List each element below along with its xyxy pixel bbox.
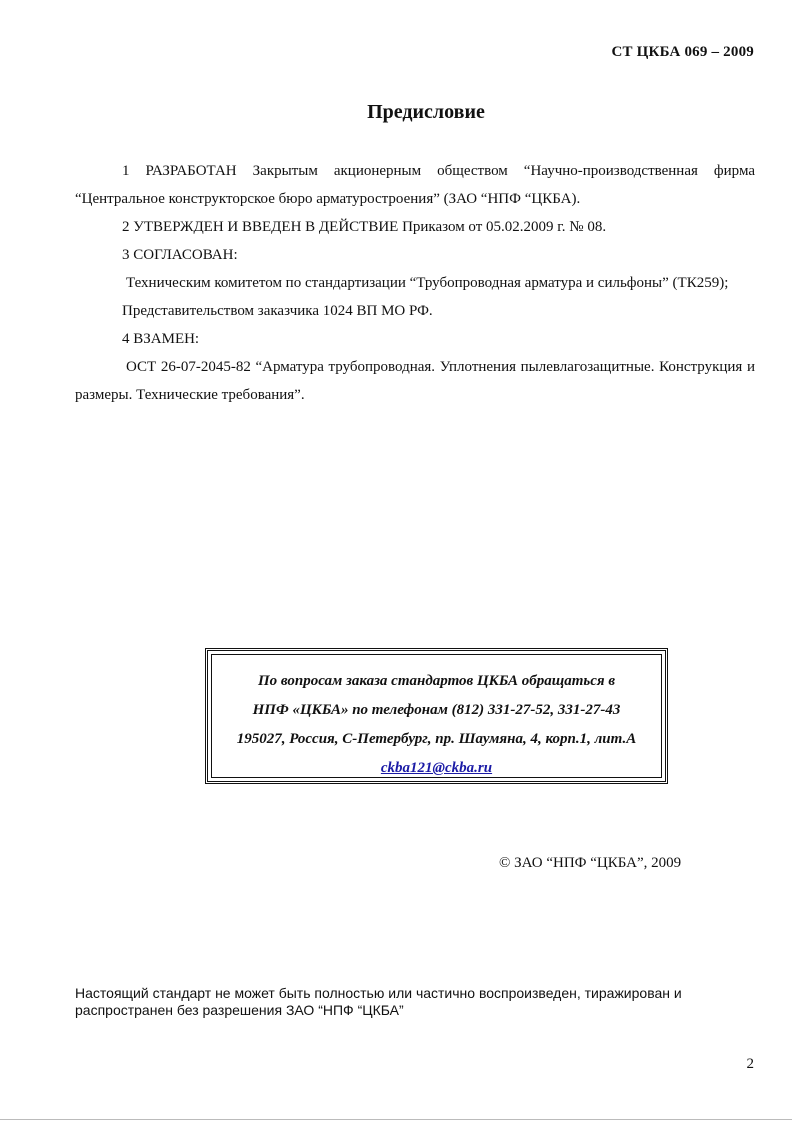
agreed-committee-paragraph: Техническим комитетом по стандартизации “Трубопроводная арматура и сильфоны” (ТК259); xyxy=(126,275,729,291)
agreed-heading: 3 СОГЛАСОВАН: xyxy=(122,247,238,263)
replaces-paragraph: ОСТ 26-07-2045-82 “Арматура трубопроводная. Уплотнения пылевлагозащитные. Конструкция и размеры. Технические требования”. xyxy=(75,359,755,403)
document-code: СТ ЦКБА 069 – 2009 xyxy=(611,44,754,60)
contact-line-2: НПФ «ЦКБА» по телефонам (812) 331-27-52, 331-27-43 xyxy=(252,702,621,718)
disclaimer-line-2: распространен без разрешения ЗАО “НПФ “ЦКБА” xyxy=(75,1002,404,1018)
bottom-divider xyxy=(0,1119,792,1120)
disclaimer xyxy=(75,985,755,1019)
replaces-heading: 4 ВЗАМЕН: xyxy=(122,331,200,347)
contact-box xyxy=(205,648,668,784)
disclaimer-line-1: Настоящий стандарт не может быть полностью или частично воспроизведен, тиражирован и xyxy=(75,985,682,1001)
copyright-notice: © ЗАО “НПФ “ЦКБА”, 2009 xyxy=(499,855,682,871)
developed-paragraph: 1 РАЗРАБОТАН Закрытым акционерным обществом “Научно-производственная фирма “Центральное конструкторское бюро арматуростроения” (ЗАО “НПФ “ЦКБА). xyxy=(75,163,755,207)
contact-email-link[interactable]: ckba121@ckba.ru xyxy=(380,760,493,776)
page-number: 2 xyxy=(746,1056,754,1072)
page-title: Предисловие xyxy=(367,101,485,123)
contact-line-1: По вопросам заказа стандартов ЦКБА обращаться в xyxy=(257,673,616,689)
agreed-representative-paragraph: Представительством заказчика 1024 ВП МО РФ. xyxy=(122,303,433,319)
foreword-body xyxy=(75,157,755,409)
contact-line-3: 195027, Россия, С-Петербург, пр. Шаумяна, 4, корп.1, лит.А xyxy=(236,731,637,747)
approved-paragraph: 2 УТВЕРЖДЕН И ВВЕДЕН В ДЕЙСТВИЕ Приказом от 05.02.2009 г. № 08. xyxy=(122,219,607,235)
